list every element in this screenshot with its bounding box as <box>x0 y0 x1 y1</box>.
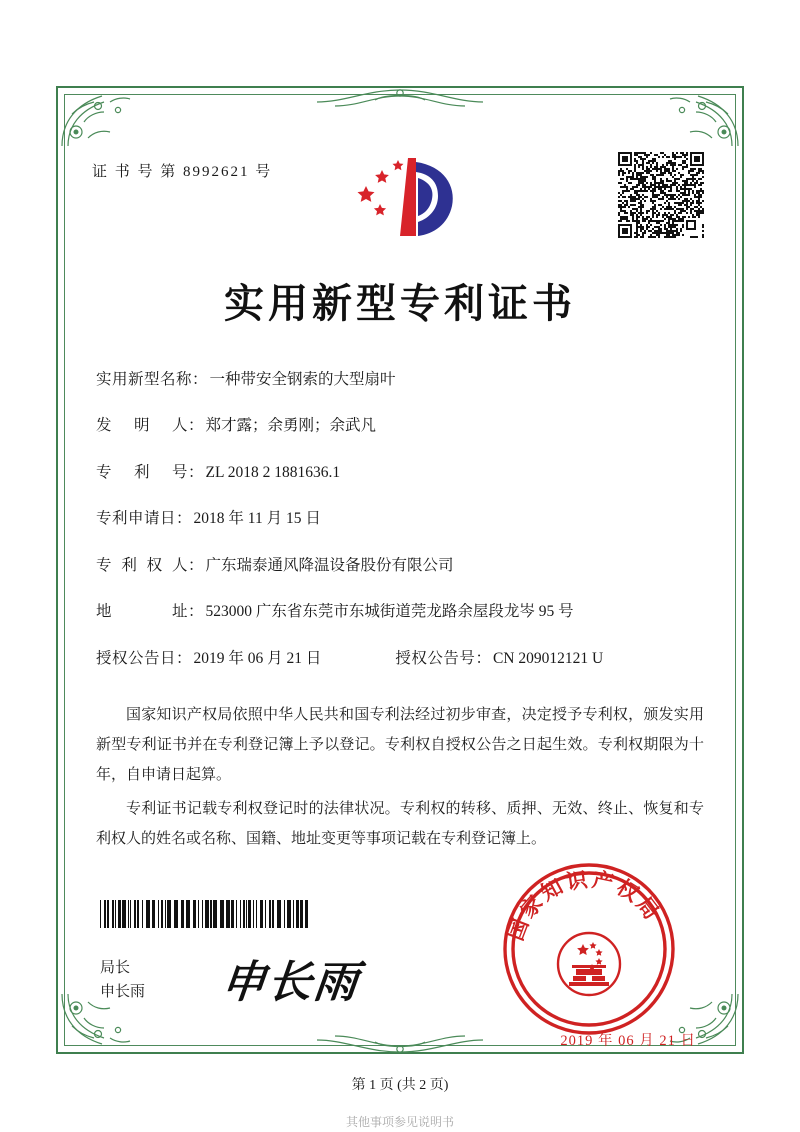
signature-title: 局长 <box>100 960 131 976</box>
top-center-ornament-icon <box>315 84 485 110</box>
bottom-center-ornament-icon <box>315 1032 485 1058</box>
field-value: 2018 年 11 月 15 日 <box>193 510 321 528</box>
field-value-grant-number: CN 209012121 U <box>492 649 604 667</box>
field-row-address <box>96 602 704 623</box>
field-row-patent-number <box>96 463 704 484</box>
field-label: 专利申请日 <box>96 510 177 528</box>
official-red-seal-icon <box>500 860 678 1038</box>
page-title: 实用新型专利证书 <box>224 280 576 327</box>
handwritten-signature: 申长雨 <box>218 957 363 1008</box>
field-row-application-date <box>96 509 704 530</box>
field-row-patentee <box>96 556 704 577</box>
seal-date: 2019 年 06 月 21 日 <box>560 1033 696 1049</box>
signature-labels <box>100 956 145 1004</box>
field-label: 专 利 权 人 <box>96 556 188 574</box>
field-separator: ： <box>176 649 192 667</box>
cnipa-patent-logo-icon <box>352 152 462 244</box>
field-separator: ： <box>188 417 204 435</box>
field-separator: ： <box>176 510 192 528</box>
field-label: 地 址 <box>96 603 188 621</box>
field-value-grant-date: 2019 年 06 月 21 日 <box>193 649 322 667</box>
paragraph-2: 专利证书记载专利权登记时的法律状况。专利权的转移、质押、无效、终止、恢复和专利权人的姓名或名称、国籍、地址变更等事项记载在专利登记簿上。 <box>96 801 704 847</box>
field-label: 专 利 号 <box>96 463 188 481</box>
field-value: 523000 广东省东莞市东城街道莞龙路余屋段龙岑 95 号 <box>205 603 574 621</box>
legal-text <box>96 700 704 858</box>
barcode-icon <box>100 900 312 928</box>
field-value: 广东瑞泰通风降温设备股份有限公司 <box>205 556 454 574</box>
field-list <box>96 370 704 695</box>
field-separator: ： <box>475 649 491 667</box>
certificate-number: 证 书 号 第 8992621 号 <box>92 164 273 180</box>
field-separator: ： <box>188 463 204 481</box>
field-separator: ： <box>192 371 208 388</box>
field-row-grant <box>96 649 704 670</box>
field-separator: ： <box>188 603 204 621</box>
footer-note: 其他事项参见说明书 <box>345 1115 454 1129</box>
field-row-inventor <box>96 416 704 437</box>
field-value: 一种带安全钢索的大型扇叶 <box>209 371 396 388</box>
field-row-name <box>96 370 704 391</box>
qr-code-icon <box>618 152 704 238</box>
page-number: 第 1 页 (共 2 页) <box>351 1078 449 1093</box>
field-separator: ： <box>188 556 204 574</box>
field-label-grant-date: 授权公告日 <box>96 649 177 667</box>
field-label: 实用新型名称 <box>96 371 193 388</box>
field-label-grant-number: 授权公告号 <box>395 649 476 667</box>
signature-name: 申长雨 <box>100 984 146 1000</box>
grant-number-group <box>395 649 603 670</box>
svg-text:国家知识产权局: 国家知识产权局 <box>502 866 667 944</box>
field-value: ZL 2018 2 1881636.1 <box>205 463 341 481</box>
paragraph-1: 国家知识产权局依照中华人民共和国专利法经过初步审查，决定授予专利权，颁发实用新型专利证书并在专利登记簿上予以登记。专利权自授权公告之日起生效。专利权期限为十年，自申请日起算。 <box>96 707 704 783</box>
field-label: 发 明 人 <box>96 417 188 435</box>
field-value: 郑才露；余勇刚；余武凡 <box>205 417 377 435</box>
